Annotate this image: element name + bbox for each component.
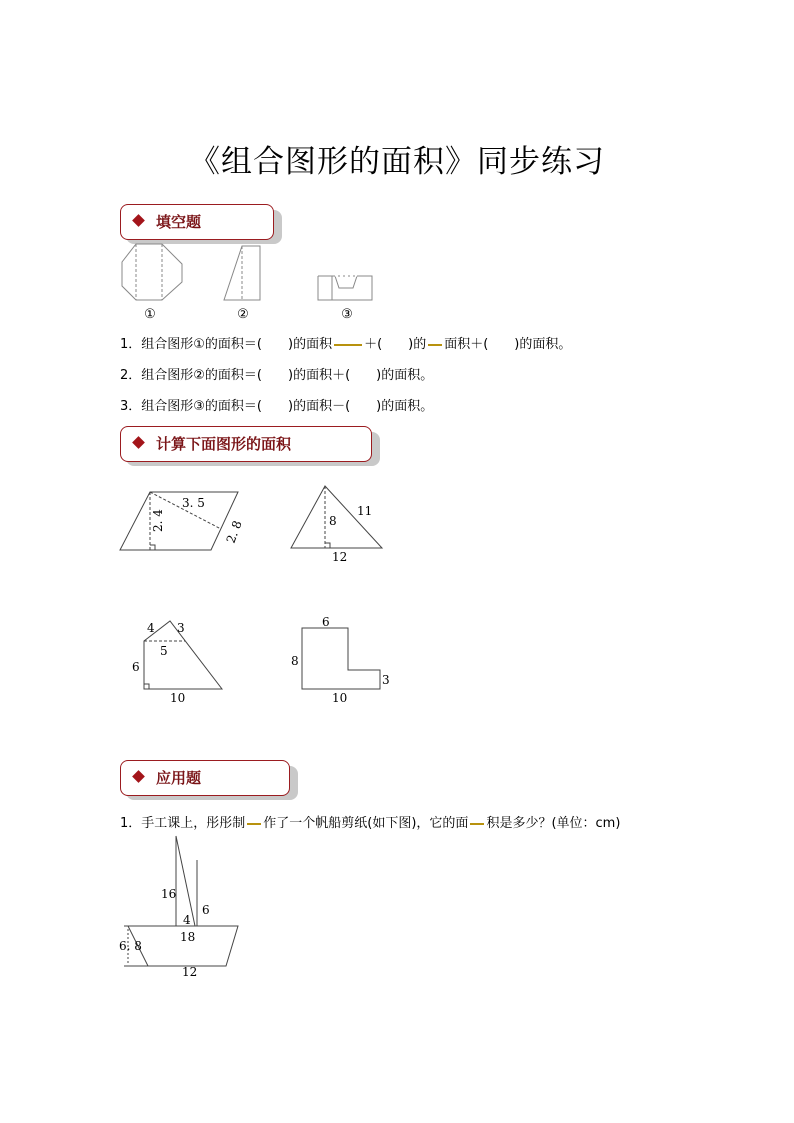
section-label: 应用题 (156, 769, 202, 787)
boat-label-sail-r: 6 (202, 903, 210, 917)
answer-blank[interactable] (247, 823, 261, 825)
fig3-label-c: 5 (160, 644, 168, 658)
fill-question-1: 1．组合图形①的面积＝( )的面积 ＋( )的 面积＋( )的面积。 (120, 337, 572, 352)
fig3-label-h: 6 (132, 660, 140, 674)
section-header-apply (120, 760, 290, 796)
calc-figures (110, 480, 410, 710)
section-header-fill (120, 204, 274, 240)
fill-shapes-figure (110, 240, 400, 322)
boat-label-sail-b: 4 (183, 913, 191, 927)
fig3-label-a: 4 (147, 621, 155, 635)
boat-figure (110, 830, 260, 985)
fig4-l-shape (302, 628, 380, 689)
shape-1-octagon (122, 244, 182, 300)
boat-label-deck: 18 (180, 930, 196, 944)
shape-1-label: ① (144, 307, 156, 322)
shape-2-label: ② (237, 307, 249, 322)
shape-3-rect-cutout (318, 276, 372, 300)
apply-question-1: 1．手工课上，彤彤制 作了一个帆船剪纸(如下图)，它的面 积是多少？(单位：cm) (120, 816, 621, 831)
section-label: 计算下面图形的面积 (156, 435, 292, 453)
fig2-label-base: 12 (332, 550, 348, 564)
fill-question-2: 2．组合图形②的面积＝( )的面积＋( )的面积。 (120, 368, 434, 383)
answer-blank[interactable] (334, 344, 362, 346)
fig1-parallelogram (120, 492, 238, 550)
fig2-label-side: 11 (357, 504, 373, 518)
section-label: 填空题 (156, 213, 202, 231)
boat-label-hull-h: 6. 8 (119, 939, 142, 953)
fig1-label-side: 2. 8 (223, 518, 245, 546)
answer-blank[interactable] (470, 823, 484, 825)
shape-2-trapezoid (224, 246, 260, 300)
fig2-label-height: 8 (329, 514, 337, 528)
fig3-label-b: 3 (177, 621, 185, 635)
fig4-label-left: 8 (291, 654, 299, 668)
fig3-label-base: 10 (170, 691, 186, 705)
section-header-calc (120, 426, 372, 462)
fig4-label-bottom: 10 (332, 691, 348, 705)
fig4-label-top: 6 (322, 615, 330, 629)
boat-label-sail-h: 16 (161, 887, 177, 901)
answer-blank[interactable] (428, 344, 442, 346)
fill-question-3: 3．组合图形③的面积＝( )的面积－( )的面积。 (120, 399, 434, 414)
fig4-label-right: 3 (382, 673, 390, 687)
boat-label-hull-b: 12 (182, 965, 198, 979)
shape-3-label: ③ (341, 307, 353, 322)
fig1-label-height: 2. 4 (151, 509, 165, 532)
page-title: 《组合图形的面积》同步练习 (189, 144, 605, 180)
fig1-label-diagonal: 3. 5 (182, 496, 205, 510)
